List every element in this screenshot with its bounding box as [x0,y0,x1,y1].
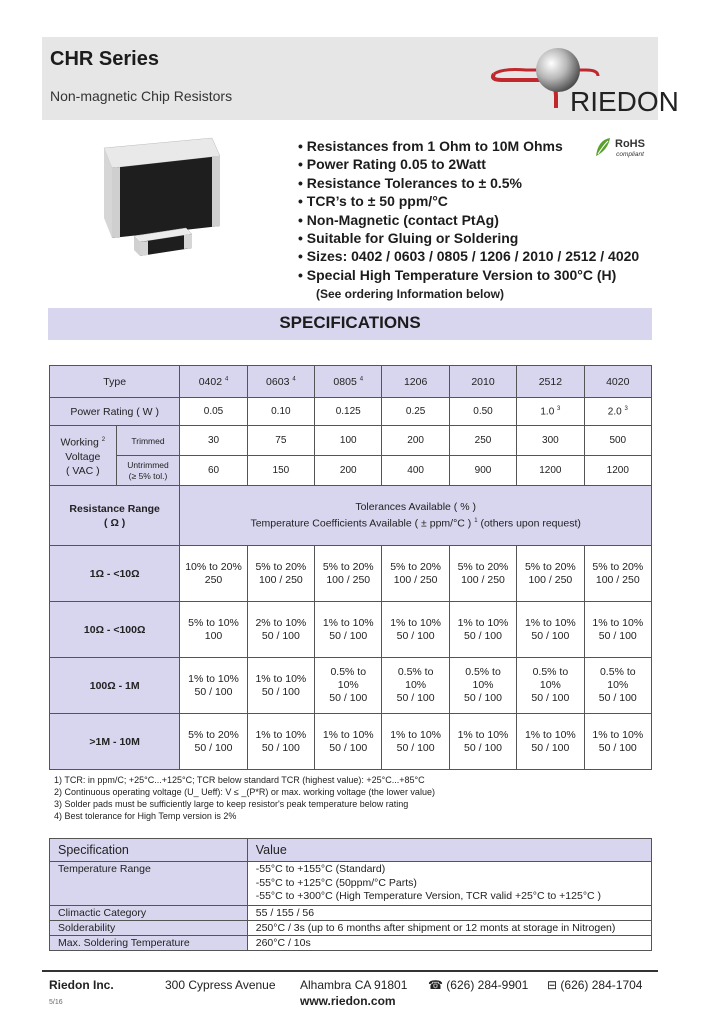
list-item: • Resistances from 1 Ohm to 10M Ohms [298,137,639,155]
power-cell: 1.0 $^3$ [517,398,584,426]
tolerance-header: Tolerances Available ( % ) Temperature Coefficients Available ( ± ppm/°C ) $^1$ (others upon request) [180,486,652,546]
untrimmed-label: Untrimmed (≥ 5% tol.) [116,456,180,486]
phone-icon: ☎ [428,978,443,992]
tolerance-cell: 1% to 10% 50 / 100 [382,714,449,770]
rohs-label: RoHS [615,138,645,150]
range-label: 10Ω - <100Ω [50,602,180,658]
tolerance-cell: 1% to 10% 50 / 100 [584,602,651,658]
power-cell: 0.05 [180,398,247,426]
table-row [50,426,652,456]
table-row [50,602,652,658]
table-row [50,714,652,770]
footnote: 3) Solder pads must be sufficiently large to keep resistor's peak temperature below rating [54,799,409,809]
table-row [50,905,652,920]
table-row [50,920,652,935]
table-row [50,456,652,486]
voltage-cell: 300 [517,426,584,456]
voltage-cell: 400 [382,456,449,486]
tolerance-cell: 2% to 10% 50 / 100 [247,602,314,658]
tolerance-cell: 1% to 10% 50 / 100 [449,602,516,658]
size-cell: 2512 [517,366,584,398]
tolerance-cell: 0.5% to 10% 50 / 100 [382,658,449,714]
tolerance-cell: 5% to 20% 100 / 250 [517,546,584,602]
size-cell: 1206 [382,366,449,398]
spec-label: Max. Soldering Temperature [50,935,248,950]
tolerance-cell: 0.5% to 10% 50 / 100 [584,658,651,714]
trimmed-label: Trimmed [116,426,180,456]
footer-phone: ☎ (626) 284-9901 [428,978,529,992]
working-voltage-label: Working $^2$ Voltage ( VAC ) [50,426,117,486]
list-item: • Suitable for Gluing or Soldering [298,229,639,247]
series-subtitle: Non-magnetic Chip Resistors [50,88,233,104]
table-row [50,366,652,398]
size-cell: 2010 [449,366,516,398]
spec-value: 260°C / 10s [247,935,651,950]
tolerance-cell: 10% to 20% 250 [180,546,247,602]
spec-value: -55°C to +155°C (Standard) -55°C to +125°C (50ppm/°C Parts) -55°C to +300°C (High Temperature Version, TCR valid +25°C to +125°C ) [247,862,651,906]
tolerance-cell: 5% to 20% 100 / 250 [247,546,314,602]
tolerance-cell: 5% to 20% 100 / 250 [382,546,449,602]
feature-list [298,137,639,284]
table-row [50,862,652,906]
voltage-cell: 60 [180,456,247,486]
list-item: • Special High Temperature Version to 300°C (H) [298,266,639,284]
voltage-cell: 500 [584,426,651,456]
power-cell: 0.25 [382,398,449,426]
size-cell: 0402 $^4$ [180,366,247,398]
table-row [50,546,652,602]
footnotes [54,774,435,822]
tolerance-cell: 1% to 10% 50 / 100 [382,602,449,658]
tolerance-cell: 5% to 20% 100 / 250 [584,546,651,602]
footnote: 2) Continuous operating voltage (U_ Ueff): V ≤ _(P*R) or max. working voltage (the lower value) [54,787,435,797]
tolerance-cell: 1% to 10% 50 / 100 [517,714,584,770]
voltage-cell: 150 [247,456,314,486]
list-item: • Sizes: 0402 / 0603 / 0805 / 1206 / 2010 / 2512 / 4020 [298,247,639,265]
power-cell: 0.125 [315,398,382,426]
list-item: • Non-Magnetic (contact PtAg) [298,211,639,229]
range-label: 100Ω - 1M [50,658,180,714]
spec-value: 250°C / 3s (up to 6 months after shipment or 12 monts at storage in Nitrogen) [247,920,651,935]
list-item: • Power Rating 0.05 to 2Watt [298,155,639,173]
voltage-cell: 75 [247,426,314,456]
voltage-cell: 200 [315,456,382,486]
resistor-product-image [100,136,260,266]
range-label: >1M - 10M [50,714,180,770]
tolerance-cell: 5% to 20% 50 / 100 [180,714,247,770]
tolerance-cell: 1% to 10% 50 / 100 [247,714,314,770]
tolerance-cell: 0.5% to 10% 50 / 100 [449,658,516,714]
voltage-cell: 250 [449,426,516,456]
tolerance-cell: 1% to 10% 50 / 100 [315,714,382,770]
value-header: Value [247,839,651,862]
table-row [50,486,652,546]
tolerance-cell: 5% to 20% 100 / 250 [315,546,382,602]
spec-value: 55 / 155 / 56 [247,905,651,920]
tolerance-cell: 1% to 10% 50 / 100 [315,602,382,658]
tolerance-cell: 0.5% to 10% 50 / 100 [517,658,584,714]
table-row [50,398,652,426]
power-rating-label: Power Rating ( W ) [50,398,180,426]
footer-divider [42,970,658,972]
voltage-cell: 200 [382,426,449,456]
general-spec-table [49,838,652,951]
size-cell: 4020 [584,366,651,398]
resistance-range-header: Resistance Range ( Ω ) [50,486,180,546]
spec-table [49,365,652,770]
logo-text: RIEDON [570,86,679,117]
power-cell: 0.50 [449,398,516,426]
size-cell: 0603 $^4$ [247,366,314,398]
riedon-logo [486,40,679,118]
voltage-cell: 900 [449,456,516,486]
footer-website-link[interactable]: www.riedon.com [300,994,396,1008]
spec-label: Climactic Category [50,905,248,920]
tolerance-cell: 1% to 10% 50 / 100 [247,658,314,714]
table-row [50,839,652,862]
rohs-sublabel: compliant [616,151,644,158]
type-header: Type [50,366,180,398]
voltage-cell: 30 [180,426,247,456]
tolerance-cell: 1% to 10% 50 / 100 [584,714,651,770]
page-code: 5/16 [49,999,63,1006]
table-row [50,658,652,714]
tolerance-cell: 1% to 10% 50 / 100 [517,602,584,658]
footer-city: Alhambra CA 91801 [300,978,408,992]
ordering-note: (See ordering Information below) [316,287,505,301]
tolerance-cell: 5% to 10% 100 [180,602,247,658]
list-item: • Resistance Tolerances to ± 0.5% [298,174,639,192]
table-row [50,935,652,950]
spec-label: Solderability [50,920,248,935]
voltage-cell: 1200 [584,456,651,486]
header-band [42,37,679,120]
specifications-banner: SPECIFICATIONS [48,308,652,340]
series-title: CHR Series [50,48,159,70]
range-label: 1Ω - <10Ω [50,546,180,602]
voltage-cell: 1200 [517,456,584,486]
size-cell: 0805 $^4$ [315,366,382,398]
footer-address: 300 Cypress Avenue [165,978,276,992]
footer-fax: ⊟ (626) 284-1704 [547,978,643,992]
tolerance-cell: 1% to 10% 50 / 100 [449,714,516,770]
tolerance-cell: 5% to 20% 100 / 250 [449,546,516,602]
power-cell: 2.0 $^3$ [584,398,651,426]
footer-company: Riedon Inc. [49,978,114,992]
voltage-cell: 100 [315,426,382,456]
power-cell: 0.10 [247,398,314,426]
footnote: 4) Best tolerance for High Temp version is 2% [54,811,237,821]
footnote: 1) TCR: in ppm/C; +25°C...+125°C; TCR below standard TCR (highest value): +25°C...+85°C [54,775,425,785]
specification-header: Specification [50,839,248,862]
spec-label: Temperature Range [50,862,248,906]
tolerance-cell: 1% to 10% 50 / 100 [180,658,247,714]
tolerance-cell: 0.5% to 10% 50 / 100 [315,658,382,714]
list-item: • TCR’s to ± 50 ppm/°C [298,192,639,210]
fax-icon: ⊟ [547,978,558,992]
